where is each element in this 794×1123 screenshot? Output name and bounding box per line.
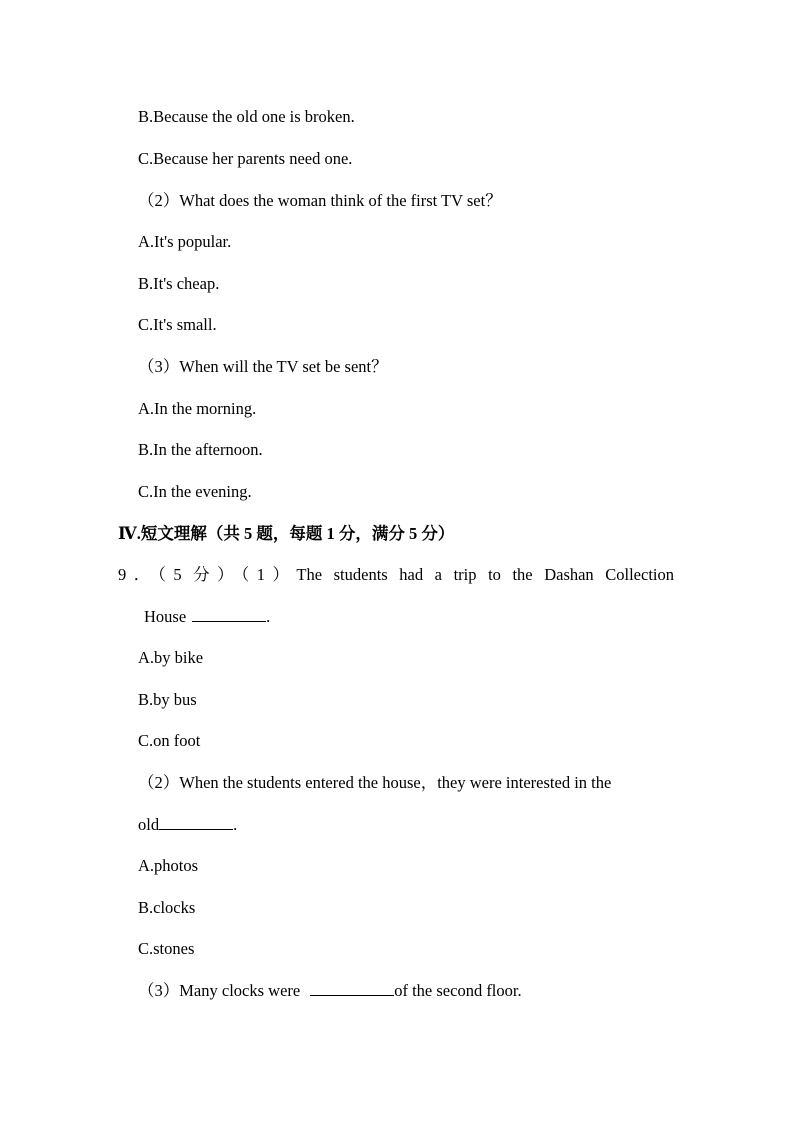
q3-option-b: B.In the afternoon. [138,440,263,459]
section-title: Ⅳ.短文理解（共 5 题，每题 1 分，满分 5 分） [118,524,455,543]
q9-option-a: A.by bike [138,648,204,667]
question-9-line2-end: . [266,607,271,626]
q9-option-c: C.on foot [138,731,201,750]
q9-sub2-line2-text: old [138,815,160,834]
q9-sub3-pre: （3）Many clocks were [138,981,301,1000]
q9-sub2-line2-end: . [233,815,238,834]
q9-sub3-post: of the second floor. [394,981,522,1000]
q9-sub2-option-b: B.clocks [138,898,196,917]
q3-option-c: C.In the evening. [138,482,252,501]
q2-option-b: B.It's cheap. [138,274,220,293]
q3-option-a: A.In the morning. [138,399,257,418]
q2-option-c: C.It's small. [138,315,217,334]
q9-sub2-option-c: C.stones [138,939,195,958]
q9-sub2-line1: （2）When the students entered the house，they were interested in the [138,773,612,792]
answer-blank-3 [310,980,394,996]
answer-blank-1 [192,606,266,622]
question-3: （3）When will the TV set be sent？ [138,357,388,376]
question-9-line2 [144,606,270,628]
q9-sub2-option-a: A.photos [138,856,199,875]
q2-option-a: A.It's popular. [138,232,232,251]
q9-sub3-line [138,980,522,1002]
q9-sub2-line2 [138,814,237,836]
option-b-prev: B.Because the old one is broken. [138,107,355,126]
option-c-prev: C.Because her parents need one. [138,149,353,168]
answer-blank-2 [159,814,233,830]
question-2: （2）What does the woman think of the first TV set？ [138,191,502,210]
question-9-line2-text: House [144,607,187,626]
question-9-line1: 9．（5 分）（1）The students had a trip to the Dashan Collection [118,565,674,584]
q9-option-b: B.by bus [138,690,197,709]
